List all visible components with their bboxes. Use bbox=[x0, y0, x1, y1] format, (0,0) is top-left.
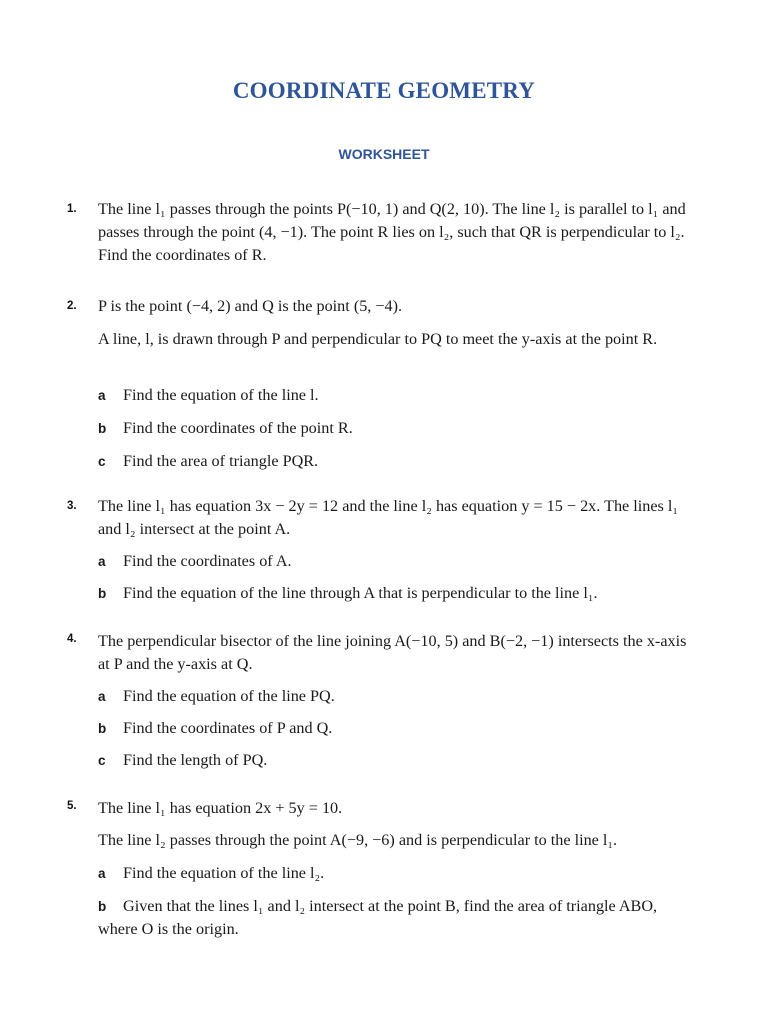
part-text: Find the length of PQ. bbox=[123, 751, 268, 769]
part-label: c bbox=[98, 753, 106, 768]
part-text: Given that the lines l₁ and l₂ intersect at the point B, find the area of triangle ABO, where O is the origin. bbox=[98, 897, 658, 938]
part-label: a bbox=[98, 554, 106, 569]
part-text: Find the coordinates of the point R. bbox=[123, 419, 353, 437]
question-text: The line l₁ has equation 3x − 2y = 12 and the line l₂ has equation y = 15 − 2x. The lines l₁ and l₂ intersect at the point A. bbox=[98, 497, 679, 538]
question-part bbox=[98, 452, 698, 471]
question-part bbox=[98, 687, 698, 706]
question-part bbox=[98, 552, 698, 571]
question-text: A line, l, is drawn through P and perpendicular to PQ to meet the y-axis at the point R. bbox=[98, 330, 658, 348]
part-text: Find the coordinates of A. bbox=[123, 552, 292, 570]
question-text: The line l₁ has equation 2x + 5y = 10. bbox=[98, 799, 343, 817]
question-part bbox=[98, 584, 698, 603]
question-text: P is the point (−4, 2) and Q is the point (5, −4). bbox=[98, 297, 403, 315]
question-part bbox=[98, 864, 698, 883]
part-label: b bbox=[98, 899, 107, 914]
question-number: 3. bbox=[67, 500, 77, 512]
part-label: a bbox=[98, 689, 106, 704]
part-label: c bbox=[98, 454, 106, 469]
part-label: a bbox=[98, 388, 106, 403]
part-label: a bbox=[98, 866, 106, 881]
part-text: Find the equation of the line l₂. bbox=[123, 864, 325, 882]
part-text: Find the coordinates of P and Q. bbox=[123, 719, 333, 737]
part-label: b bbox=[98, 721, 107, 736]
question-part bbox=[98, 751, 698, 770]
question-part bbox=[98, 386, 698, 405]
part-label: b bbox=[98, 421, 107, 436]
question-part bbox=[98, 719, 698, 738]
question-part bbox=[98, 895, 698, 941]
part-text: Find the area of triangle PQR. bbox=[123, 452, 319, 470]
part-label: b bbox=[98, 586, 107, 601]
question-number: 4. bbox=[67, 633, 77, 645]
question-text: The line l₂ passes through the point A(−9, −6) and is perpendicular to the line l₁. bbox=[98, 831, 618, 849]
part-text: Find the equation of the line through A that is perpendicular to the line l₁. bbox=[123, 584, 598, 602]
part-text: Find the equation of the line l. bbox=[123, 386, 319, 404]
question-part bbox=[98, 419, 698, 438]
part-text: Find the equation of the line PQ. bbox=[123, 687, 335, 705]
question-number: 1. bbox=[67, 203, 77, 215]
question-number: 2. bbox=[67, 300, 77, 312]
question-number: 5. bbox=[67, 800, 77, 812]
page-subtitle: WORKSHEET bbox=[338, 146, 430, 162]
question-text: The line l₁ passes through the points P(−10, 1) and Q(2, 10). The line l₂ is parallel to l₁ and passes through the point (4, −1). The point R lies on l₂, such that QR is perpendicular to l₂. Find the coordinates of R. bbox=[98, 200, 686, 264]
question-text: The perpendicular bisector of the line joining A(−10, 5) and B(−2, −1) intersects the x-axis at P and the y-axis at Q. bbox=[98, 632, 687, 673]
page-title: COORDINATE GEOMETRY bbox=[232, 78, 536, 103]
